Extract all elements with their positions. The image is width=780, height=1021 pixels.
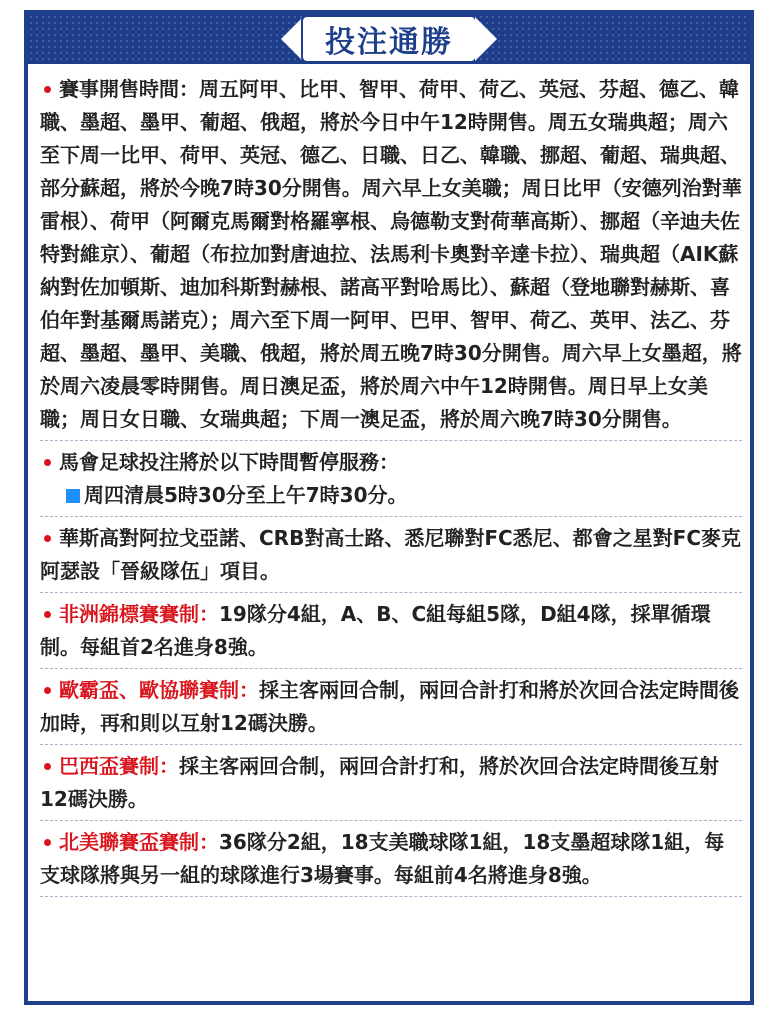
chevron-right-icon (475, 17, 497, 61)
list-item (40, 669, 742, 745)
title-box (301, 15, 477, 63)
item-text: 華斯高對阿拉戈亞諾、CRB對高士路、悉尼聯對FC悉尼、都會之星對FC麥克阿瑟設「晉級隊伍」項目。 (40, 526, 742, 583)
bullet-icon (44, 459, 51, 466)
item-label: 巴西盃賽制： (59, 754, 179, 778)
item-text: 採主客兩回合制，兩回合計打和，將於次回合法定時間後互射12碼決勝。 (40, 754, 719, 811)
sub-item (40, 479, 742, 512)
square-icon (66, 489, 80, 503)
chevron-left-icon (281, 17, 303, 61)
list-item (40, 745, 742, 821)
bullet-icon (44, 535, 51, 542)
panel-header (28, 14, 750, 64)
list-item (40, 68, 742, 441)
list-item (40, 517, 742, 593)
bullet-icon (44, 763, 51, 770)
item-text: 採主客兩回合制，兩回合計打和將於次回合法定時間後加時，再和則以互射12碼決勝。 (40, 678, 739, 735)
item-text: 賽事開售時間：周五阿甲、比甲、智甲、荷甲、荷乙、英冠、芬超、德乙、韓職、墨超、墨甲、葡超、俄超，將於今日中午12時開售。周五女瑞典超；周六至下周一比甲、荷甲、英冠、德乙、日職、日乙、韓職、挪超、葡超、瑞典超、部分蘇超，將於今晚7時30分開售。周六早上女美職；周日比甲（安德列治對華雷根）、荷甲（阿爾克馬爾對格羅寧根、烏德勒支對荷華高斯）、挪超（辛迪夫佐特對維京）、葡超（布拉加對唐迪拉、法馬利卡奧對辛達卡拉）、瑞典超（AIK蘇納對佐加頓斯、迪加科斯對赫根、諾高平對哈馬比）、蘇超（登地聯對赫斯、喜伯年對基爾馬諾克）；周六至下周一阿甲、巴甲、智甲、荷乙、英甲、法乙、芬超、墨超、墨甲、美職、俄超，將於周五晚7時30分開售。周六早上女墨超，將於周六凌晨零時開售。周日澳足盃，將於周六中午12時開售。周日早上女美職；周日女日職、女瑞典超；下周一澳足盃，將於周六晚7時30分開售。 (40, 77, 742, 431)
list-item (40, 821, 742, 897)
info-panel (24, 10, 754, 1005)
bullet-icon (44, 611, 51, 618)
bullet-icon (44, 839, 51, 846)
item-text: 馬會足球投注將於以下時間暫停服務： (59, 450, 399, 474)
title-banner (281, 16, 497, 62)
bullet-icon (44, 86, 51, 93)
bullet-icon (44, 687, 51, 694)
list-item (40, 441, 742, 517)
item-label: 歐霸盃、歐協聯賽制： (59, 678, 259, 702)
list-item (40, 593, 742, 669)
item-text: 19隊分4組，A、B、C組每組5隊，D組4隊，採單循環制。每組首2名進身8強。 (40, 602, 711, 659)
item-label: 非洲錦標賽賽制： (59, 602, 219, 626)
sub-item-text: 周四清晨5時30分至上午7時30分。 (84, 483, 408, 507)
content-list (40, 68, 742, 897)
page-title: 投注通勝 (325, 25, 453, 60)
item-text: 36隊分2組，18支美職球隊1組，18支墨超球隊1組，每支球隊將與另一組的球隊進行3場賽事。每組前4名將進身8強。 (40, 830, 725, 887)
item-label: 北美聯賽盃賽制： (59, 830, 219, 854)
